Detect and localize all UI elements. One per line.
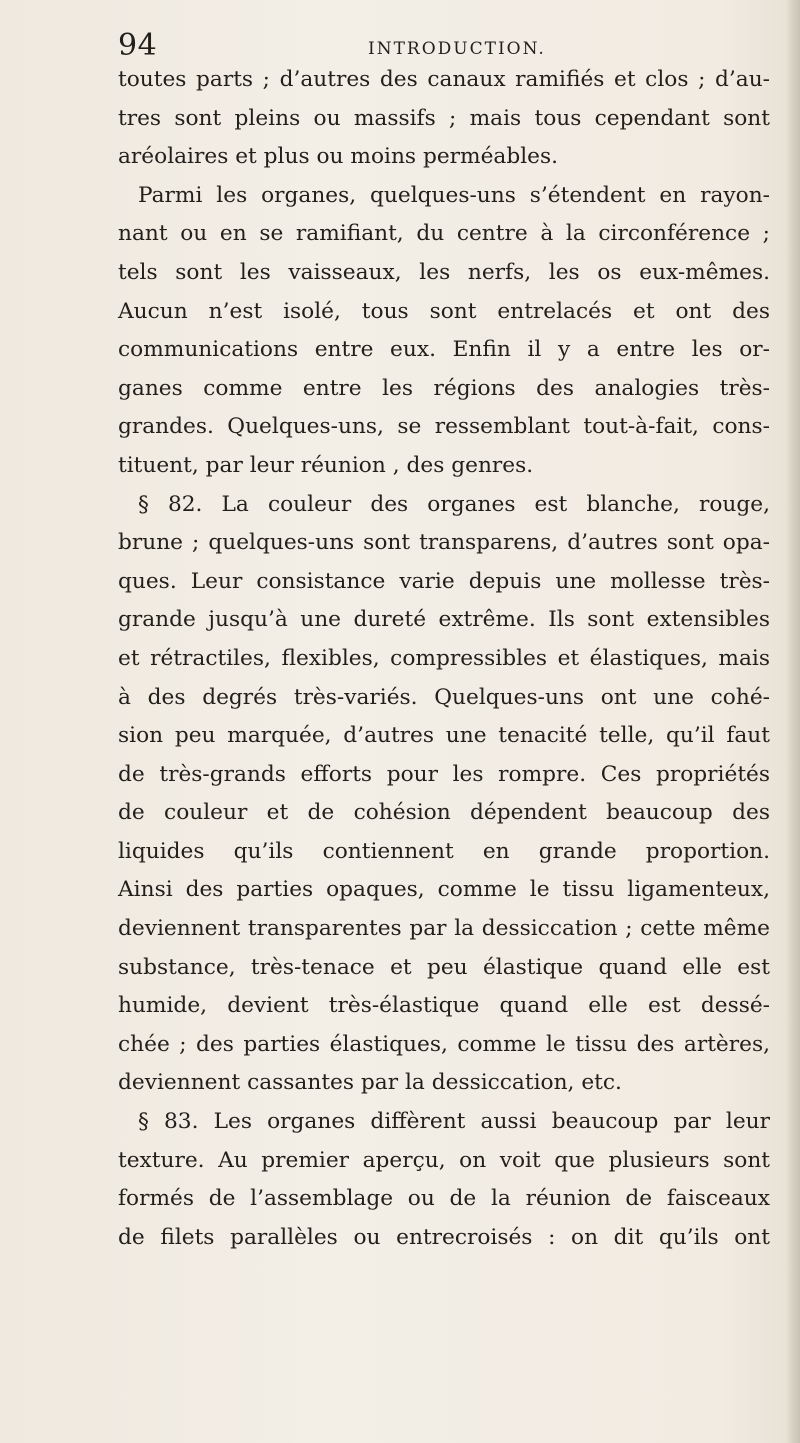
- text-line: tres sont pleins ou massifs ; mais tous cependant sont: [118, 105, 770, 131]
- text-line: Aucun n’est isolé, tous sont entrelacés et ont des: [118, 298, 770, 324]
- text-line: ques. Leur consistance varie depuis une mollesse très-: [118, 568, 770, 594]
- text-line: toutes parts ; d’autres des canaux ramifiés et clos ; d’au-: [118, 67, 770, 92]
- text-line: § 82. La couleur des organes est blanche, rouge,: [138, 491, 770, 517]
- text-line: à des degrés très-variés. Quelques-uns ont une cohé-: [118, 684, 770, 710]
- text-line: aréolaires et plus ou moins perméables.: [118, 144, 559, 170]
- text-line: de couleur et de cohésion dépendent beaucoup des: [118, 800, 770, 826]
- running-title: INTRODUCTION.: [368, 39, 546, 59]
- text-line: nant ou en se ramifiant, du centre à la circonférence ;: [118, 221, 770, 247]
- body-text: [118, 61, 770, 1257]
- text-line: deviennent cassantes par la dessiccation, etc.: [118, 1070, 622, 1096]
- text-line: texture. Au premier aperçu, on voit que plusieurs sont: [118, 1147, 770, 1173]
- text-line: grande jusqu’à une dureté extrême. Ils sont extensibles: [118, 607, 770, 633]
- text-line: Ainsi des parties opaques, comme le tissu ligamenteux,: [118, 877, 770, 903]
- text-line: § 83. Les organes diffèrent aussi beaucoup par leur: [138, 1109, 770, 1135]
- text-line: liquides qu’ils contiennent en grande proportion.: [118, 838, 770, 864]
- text-line: grandes. Quelques-uns, se ressemblant tout-à-fait, cons-: [118, 414, 770, 440]
- text-line: Parmi les organes, quelques-uns s’étendent en rayon-: [138, 182, 770, 208]
- text-line: chée ; des parties élastiques, comme le tissu des artères,: [118, 1031, 770, 1057]
- text-line: sion peu marquée, d’autres une tenacité telle, qu’il faut: [118, 723, 770, 749]
- text-line: ganes comme entre les régions des analogies très-: [118, 375, 770, 401]
- text-line: tituent, par leur réunion , des genres.: [118, 452, 534, 478]
- page-number: 94: [118, 28, 158, 63]
- text-line: deviennent transparentes par la dessiccation ; cette même: [118, 916, 770, 942]
- text-line: de très-grands efforts pour les rompre. Ces propriétés: [118, 761, 770, 787]
- text-line: de filets parallèles ou entrecroisés : on dit qu’ils ont: [118, 1224, 770, 1250]
- text-line: et rétractiles, flexibles, compressibles et élastiques, mais: [118, 645, 770, 671]
- text-line: formés de l’assemblage ou de la réunion de faisceaux: [118, 1186, 770, 1212]
- text-line: tels sont les vaisseaux, les nerfs, les os eux-mêmes.: [118, 259, 770, 285]
- page-edge-shadow: [786, 0, 800, 1443]
- text-line: brune ; quelques-uns sont transparens, d’autres sont opa-: [118, 530, 770, 556]
- text-line: communications entre eux. Enfin il y a entre les or-: [118, 337, 770, 363]
- text-line: humide, devient très-élastique quand elle est dessé-: [118, 993, 770, 1019]
- text-line: substance, très-tenace et peu élastique quand elle est: [118, 954, 770, 980]
